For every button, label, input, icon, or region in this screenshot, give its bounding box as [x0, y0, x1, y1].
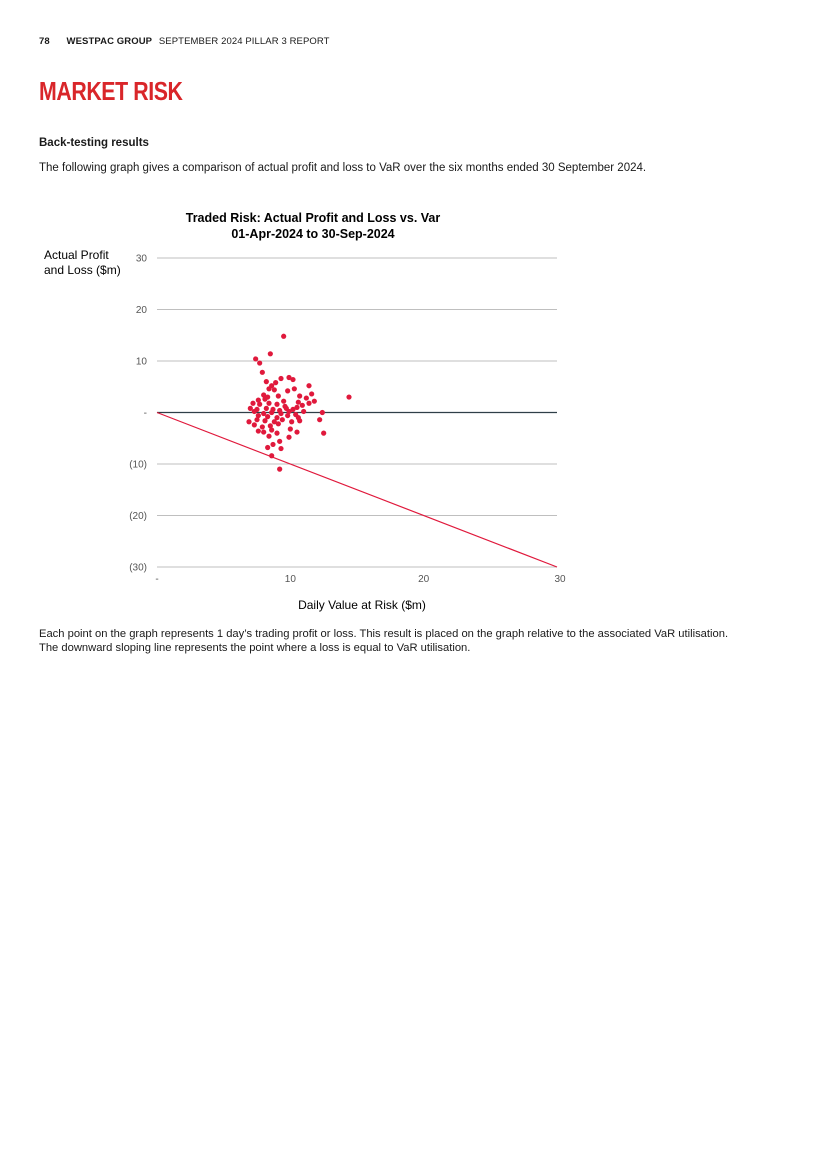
data-point: [300, 403, 305, 408]
y-tick-label: (20): [129, 511, 147, 522]
data-point: [281, 334, 286, 339]
data-point: [278, 376, 283, 381]
y-tick-label: 20: [135, 305, 147, 316]
data-point: [266, 386, 271, 391]
x-tick-label: 20: [418, 574, 430, 585]
y-axis-label-line2: and Loss ($m): [44, 263, 121, 277]
data-point: [321, 431, 326, 436]
data-point: [312, 399, 317, 404]
section-intro: The following graph gives a comparison of actual profit and loss to VaR over the six months ended 30 September 2024.: [39, 162, 647, 174]
data-point: [260, 370, 265, 375]
chart-title-line2: 01-Apr-2024 to 30-Sep-2024: [231, 227, 395, 241]
data-point: [277, 439, 282, 444]
data-point: [306, 383, 311, 388]
header-report: SEPTEMBER 2024 PILLAR 3 REPORT: [158, 36, 330, 47]
data-point: [254, 417, 259, 422]
data-point: [265, 445, 270, 450]
data-point: [246, 419, 251, 424]
y-tick-labels: [129, 254, 147, 574]
y-axis-label-line1: Actual Profit: [44, 248, 109, 262]
data-point: [277, 467, 282, 472]
x-tick-label: -: [155, 574, 159, 585]
data-point: [297, 418, 302, 423]
data-point: [320, 410, 325, 415]
y-tick-label: (10): [129, 459, 147, 471]
data-point: [268, 351, 273, 356]
x-tick-labels: [155, 574, 566, 585]
scatter-chart: [0, 200, 825, 620]
y-tick-label: 30: [135, 253, 147, 265]
data-point: [285, 413, 290, 418]
data-point: [294, 405, 299, 410]
data-point: [290, 377, 295, 382]
data-point: [292, 386, 297, 391]
data-point: [276, 393, 281, 398]
x-axis-label: Daily Value at Risk ($m): [298, 598, 426, 612]
data-point: [301, 409, 306, 414]
data-point: [281, 399, 286, 404]
data-point: [261, 429, 266, 434]
var-reference-line: [157, 413, 557, 568]
data-point: [306, 401, 311, 406]
data-point: [289, 419, 294, 424]
y-tick-label: -: [143, 408, 147, 419]
x-tick-label: 10: [284, 574, 296, 585]
data-point: [269, 410, 274, 415]
data-point: [253, 356, 258, 361]
data-points: [246, 334, 351, 472]
data-point: [260, 424, 265, 429]
data-point: [266, 434, 271, 439]
var-reference-line-group: [157, 413, 557, 568]
x-tick-label: 30: [554, 574, 566, 585]
data-point: [250, 401, 255, 406]
chart-footnote: Each point on the graph represents 1 day’s trading profit or loss. This result is placed on the graph relative to the associated VaR utilisation. The downward sloping line represents the point where a loss is equal to VaR utilisation.: [39, 628, 729, 654]
header-org: WESTPAC GROUP: [66, 36, 153, 47]
data-point: [252, 409, 257, 414]
data-point: [286, 435, 291, 440]
page-title: MARKET RISK: [39, 76, 183, 106]
data-point: [274, 402, 279, 407]
data-point: [257, 402, 262, 407]
data-point: [346, 394, 351, 399]
data-point: [297, 393, 302, 398]
data-point: [257, 360, 262, 365]
data-point: [262, 397, 267, 402]
data-point: [269, 427, 274, 432]
data-point: [262, 418, 267, 423]
section-heading: Back-testing results: [39, 137, 149, 149]
data-point: [317, 417, 322, 422]
data-point: [274, 431, 279, 436]
data-point: [270, 442, 275, 447]
data-point: [278, 446, 283, 451]
data-point: [269, 453, 274, 458]
data-point: [264, 406, 269, 411]
data-point: [272, 387, 277, 392]
data-point: [252, 422, 257, 427]
y-tick-label: (30): [129, 562, 147, 574]
data-point: [288, 426, 293, 431]
page-header: [39, 36, 330, 47]
data-point: [294, 429, 299, 434]
data-point: [280, 417, 285, 422]
y-tick-label: 10: [135, 356, 147, 368]
chart-title-line1: Traded Risk: Actual Profit and Loss vs. Var: [185, 211, 441, 225]
data-point: [264, 379, 269, 384]
data-point: [256, 428, 261, 433]
data-point: [266, 401, 271, 406]
data-point: [309, 391, 314, 396]
data-point: [273, 380, 278, 385]
data-point: [304, 395, 309, 400]
data-point: [276, 421, 281, 426]
grid-lines: [157, 258, 557, 567]
data-point: [278, 411, 283, 416]
page-number: 78: [39, 36, 50, 47]
data-point: [285, 388, 290, 393]
